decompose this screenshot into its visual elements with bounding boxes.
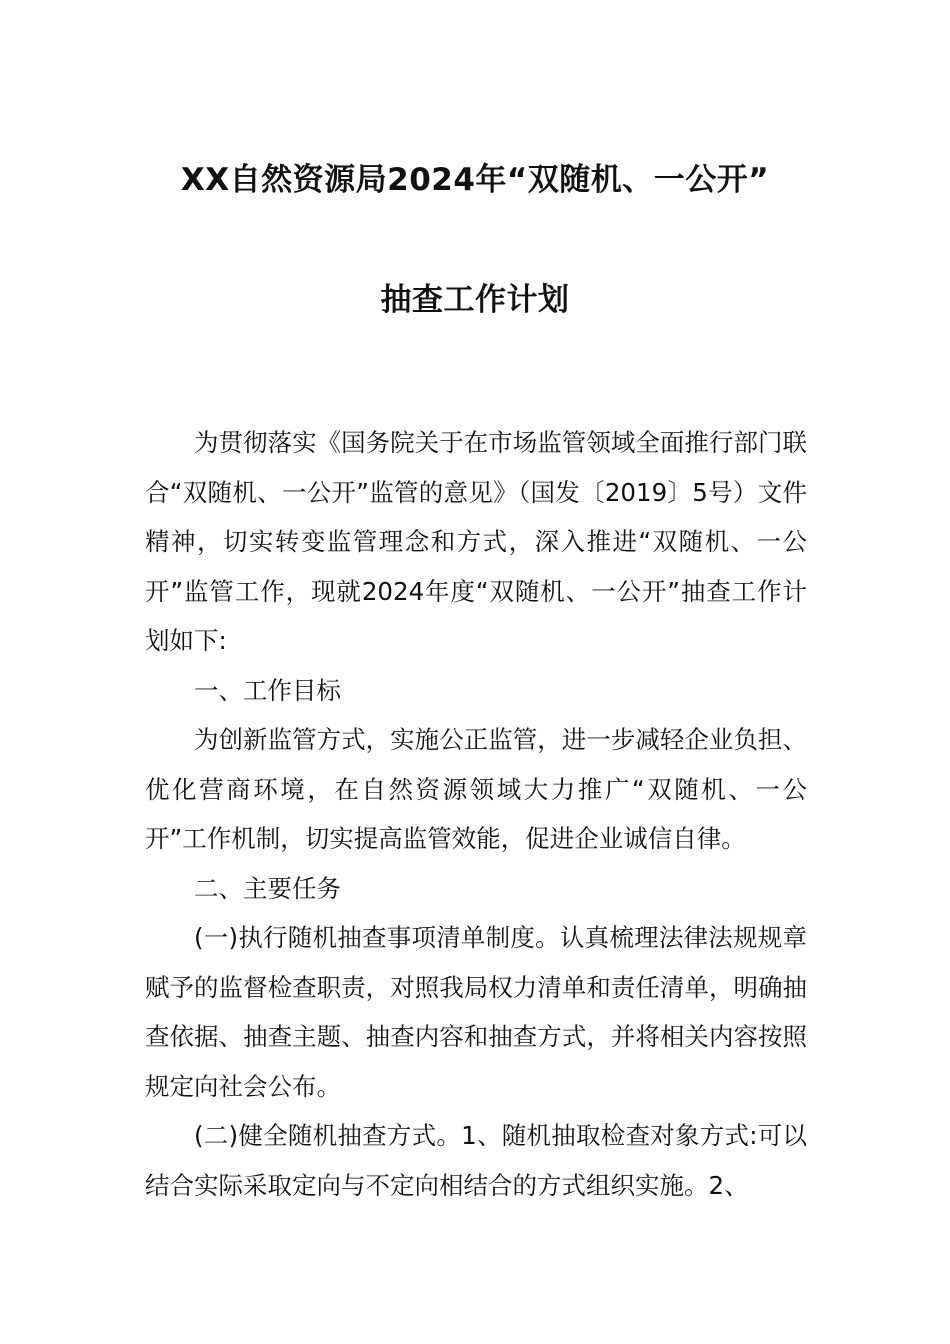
section-heading-tasks: 二、主要任务 [194, 873, 341, 903]
section-heading-goals: 一、工作目标 [194, 675, 341, 705]
task-2-paragraph: (二)健全随机抽查方式。1、随机抽取检查对象方式:可以结合实际采取定向与不定向相结合的方式组织实施。2、 [145, 1121, 807, 1200]
task-1-paragraph: (一)执行随机抽查事项清单制度。认真梳理法律法规规章赋予的监督检查职责，对照我局权力清单和责任清单，明确抽查依据、抽查主题、抽查内容和抽查方式，并将相关内容按照规定向社会公布。 [145, 923, 807, 1101]
intro-paragraph: 为贯彻落实《国务院关于在市场监管领域全面推行部门联合“双随机、一公开”监管的意见》（国发〔2019〕5号）文件精神，切实转变监管理念和方式，深入推进“双随机、一公开”监管工作，现就2024年度“双随机、一公开”抽查工作计划如下: [145, 428, 807, 655]
goals-paragraph: 为创新监管方式，实施公正监管，进一步减轻企业负担、优化营商环境，在自然资源领域大力推广“双随机、一公开”工作机制，切实提高监管效能，促进企业诚信自律。 [145, 725, 807, 853]
document-title-line-2: 抽查工作计划 [380, 282, 570, 318]
document-body [145, 418, 807, 1210]
document-title-line-1: XX自然资源局2024年“双随机、一公开” [180, 162, 770, 198]
